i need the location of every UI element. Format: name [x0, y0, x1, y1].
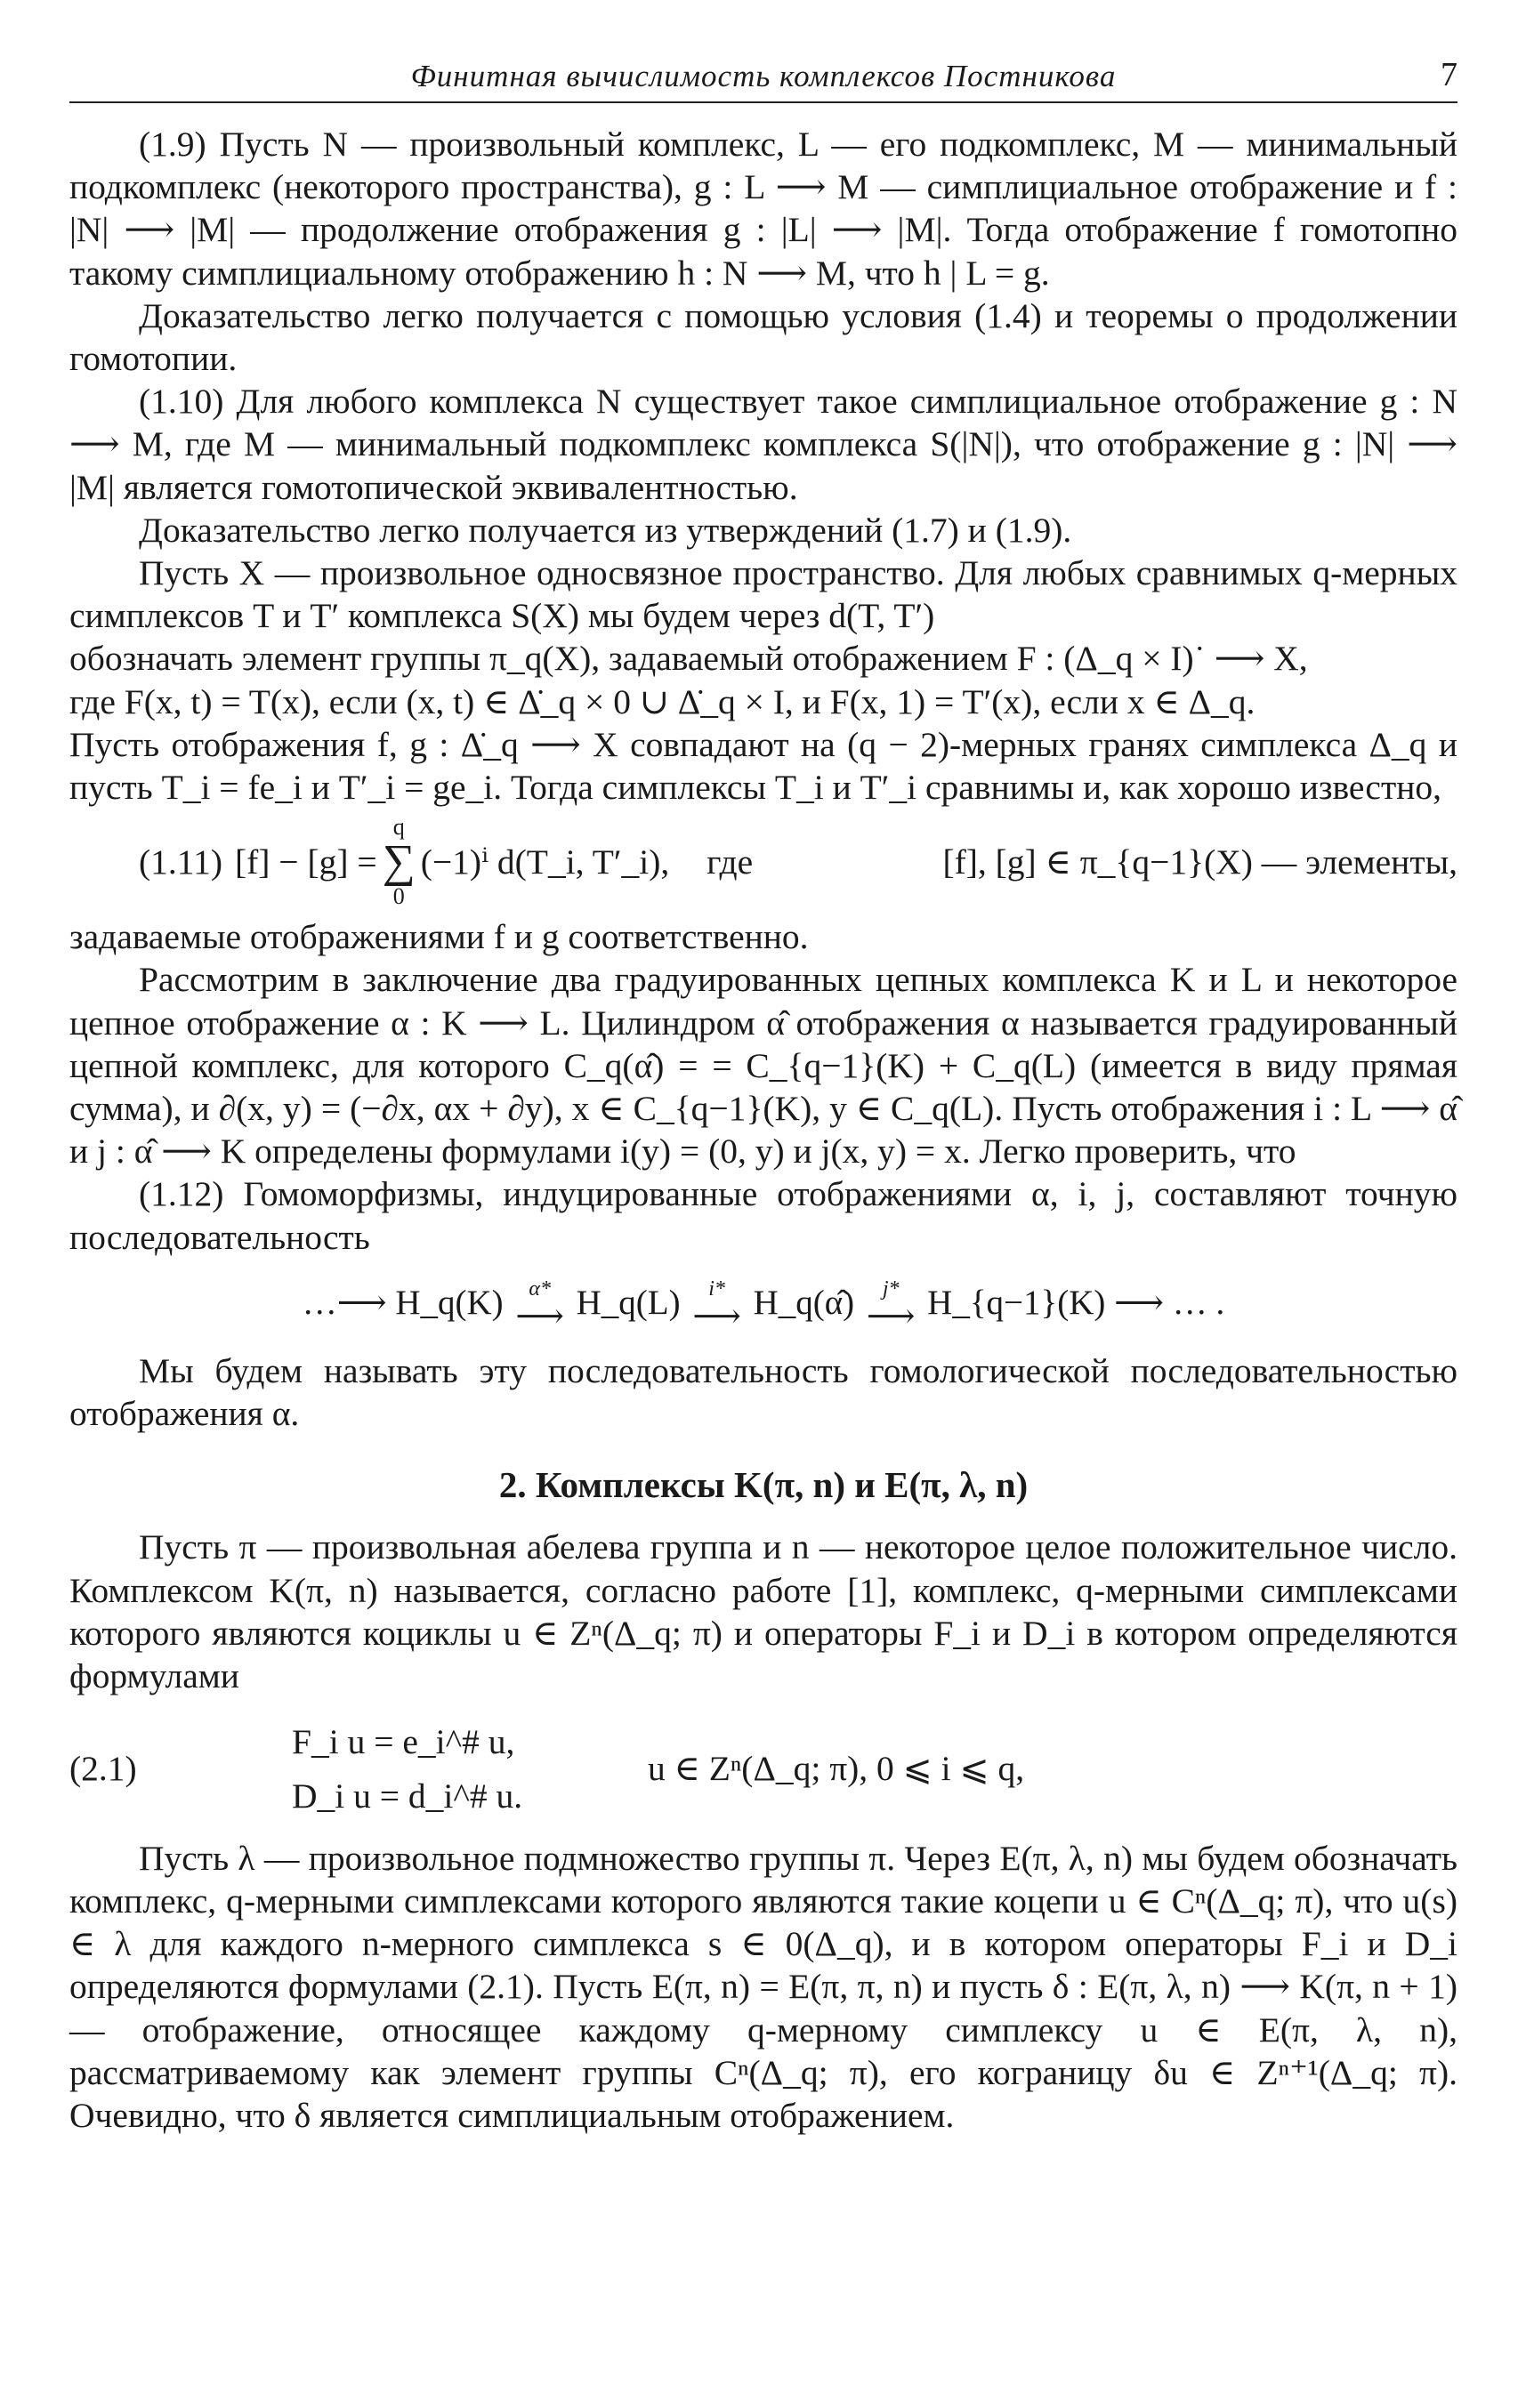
formula-1-11	[69, 816, 1457, 908]
right-arrow-icon: ⟶	[515, 1297, 564, 1335]
sum-body: (−1)ⁱ d(T_i, T′_i),	[420, 842, 670, 882]
arrow-label: i*	[708, 1276, 725, 1301]
paragraph-1-9	[69, 123, 1457, 294]
formula-lines	[292, 1715, 648, 1822]
sequence-end: H_{q−1}(K) ⟶ … .	[927, 1283, 1225, 1322]
right-arrow-icon: ⟶	[692, 1297, 741, 1335]
formula-rhs: [f], [g] ∈ π_{q−1}(X) — элементы,	[942, 842, 1457, 882]
sigma-icon: ∑	[382, 836, 416, 888]
sum-lower-limit: 0	[392, 883, 405, 910]
sum-sign	[383, 816, 416, 908]
paragraph-definition-d-cont3: Пусть отображения f, g : Δ̇_q ⟶ X совпадают на (q − 2)-мерных гранях симплекса Δ_q и пусть T_i = fe_i и T′_i = ge_i. Тогда симплексы T_i и T′_i сравнимы и, как хорошо известно,	[69, 724, 1457, 808]
sequence-term: H_q(L)	[576, 1283, 681, 1322]
statement-text: Пусть N — произвольный комплекс, L — его подкомплекс, M — минимальный подкомплекс (некоторого пространства), g : L ⟶ M — симплициальное отображение и f : |N| ⟶ |M| — продолжение отображения g : |L| ⟶ |M|. Тогда отображение f гомотопно такому симплициальному отображению h : N ⟶ M, что h | L = g.	[69, 125, 1457, 293]
statement-label: (1.9)	[139, 125, 206, 164]
statement-label: (1.10)	[139, 382, 224, 422]
page-number: 7	[1441, 56, 1457, 93]
arrow-j	[867, 1278, 915, 1333]
running-title: Финитная вычислимость комплексов Постникова	[410, 59, 1117, 93]
paragraph-e-pi-lambda-n: Пусть λ — произвольное подмножество группы π. Через E(π, λ, n) мы будем обозначать комплекс, q-мерными симплексами которого являются такие коцепи u ∈ Cⁿ(Δ_q; π), что u(s) ∈ λ для каждого n-мерного симплекса s ∈ 0(Δ_q), и в котором операторы F_i и D_i определяются формулами (2.1). Пусть E(π, n) = E(π, π, n) и пусть δ : E(π, λ, n) ⟶ K(π, n + 1) — отображение, относящее каждому q-мерному симплексу u ∈ E(π, λ, n), рассматриваемому как элемент группы Cⁿ(Δ_q; π), его кограницу δu ∈ Zⁿ⁺¹(Δ_q; π). Очевидно, что δ является симплициальным отображением.	[69, 1838, 1457, 2135]
paragraph-1-12	[69, 1172, 1457, 1258]
arrow-i	[692, 1278, 740, 1333]
paragraph-definition-d-cont2: где F(x, t) = T(x), если (x, t) ∈ Δ̇_q × 0 ∪ Δ̇_q × I, и F(x, 1) = T′(x), если x ∈ Δ_q.	[69, 681, 1256, 721]
arrow-alpha	[515, 1278, 563, 1333]
formula-degeneracy-operator: D_i u = d_i^# u.	[292, 1776, 523, 1816]
formula-condition: u ∈ Zⁿ(Δ_q; π), 0 ⩽ i ⩽ q,	[648, 1749, 1025, 1789]
statement-label: (1.12)	[139, 1174, 224, 1214]
arrow-label: α*	[529, 1276, 551, 1301]
proof-1-9: Доказательство легко получается с помощью условия (1.4) и теоремы о продолжении гомотопии.	[69, 295, 1457, 379]
arrow-label: j*	[882, 1276, 900, 1301]
running-header	[69, 44, 1457, 103]
paragraph-definition-d-cont: обозначать элемент группы π_q(X), задаваемый отображением F : (Δ_q × I)˙ ⟶ X,	[69, 639, 1308, 679]
formula-2-1	[69, 1715, 1457, 1822]
statement-text: Для любого комплекса N существует такое симплициальное отображение g : N ⟶ M, где M — минимальный подкомплекс комплекса S(|N|), что отображение g : |N| ⟶ |M| является гомотопической эквивалентностью.	[69, 382, 1458, 507]
formula-where: где	[706, 842, 754, 882]
sequence-start: …⟶ H_q(K)	[302, 1283, 504, 1322]
formula-face-operator: F_i u = e_i^# u,	[292, 1722, 515, 1762]
formula-label: (2.1)	[69, 1749, 137, 1789]
paragraph-1-10	[69, 380, 1457, 509]
sequence-term: H_q(α̂)	[753, 1283, 855, 1322]
paragraph-k-pi-n: Пусть π — произвольная абелева группа и n — некоторое целое положительное число. Комплексом K(π, n) называется, согласно работе [1], комплекс, q-мерными симплексами которого являются коциклы u ∈ Zⁿ(Δ_q; π) и операторы F_i и D_i в котором определяются формулами	[69, 1527, 1457, 1696]
paragraph-definition-d: Пусть X — произвольное односвязное пространство. Для любых сравнимых q-мерных симплексов T и T′ комплекса S(X) мы будем через d(T, T′)	[69, 553, 1457, 636]
section-heading: 2. Комплексы K(π, n) и E(π, λ, n)	[498, 1464, 1029, 1506]
exact-sequence	[69, 1278, 1457, 1333]
text-body	[69, 123, 1457, 2137]
paragraph-after-1-11: задаваемые отображениями f и g соответственно.	[69, 917, 809, 957]
right-arrow-icon: ⟶	[866, 1297, 916, 1335]
statement-text: Гомоморфизмы, индуцированные отображениями α, i, j, составляют точную последовательность	[69, 1174, 1457, 1257]
proof-1-10: Доказательство легко получается из утверждений (1.7) и (1.9).	[139, 510, 1072, 550]
paragraph-cylinder: Рассмотрим в заключение два градуированных цепных комплекса K и L и некоторое цепное отображение α : K ⟶ L. Цилиндром α̂ отображения α называется градуированный цепной комплекс, для которого C_q(α̂) = = C_{q−1}(K) + C_q(L) (имеется в виду прямая сумма), и ∂(x, y) = (−∂x, αx + ∂y), x ∈ C_{q−1}(K), y ∈ C_q(L). Пусть отображения i : L ⟶ α̂ и j : α̂ ⟶ K определены формулами i(y) = (0, y) и j(x, y) = x. Легко проверить, что	[69, 960, 1457, 1172]
paragraph-homology-sequence: Мы будем называть эту последовательность гомологической последовательностью отображения α.	[69, 1350, 1457, 1434]
sum-upper-limit: q	[392, 814, 405, 841]
page	[69, 44, 1457, 2137]
formula-label: (1.11)	[139, 842, 222, 882]
formula-lhs: [f] − [g] =	[234, 842, 377, 882]
